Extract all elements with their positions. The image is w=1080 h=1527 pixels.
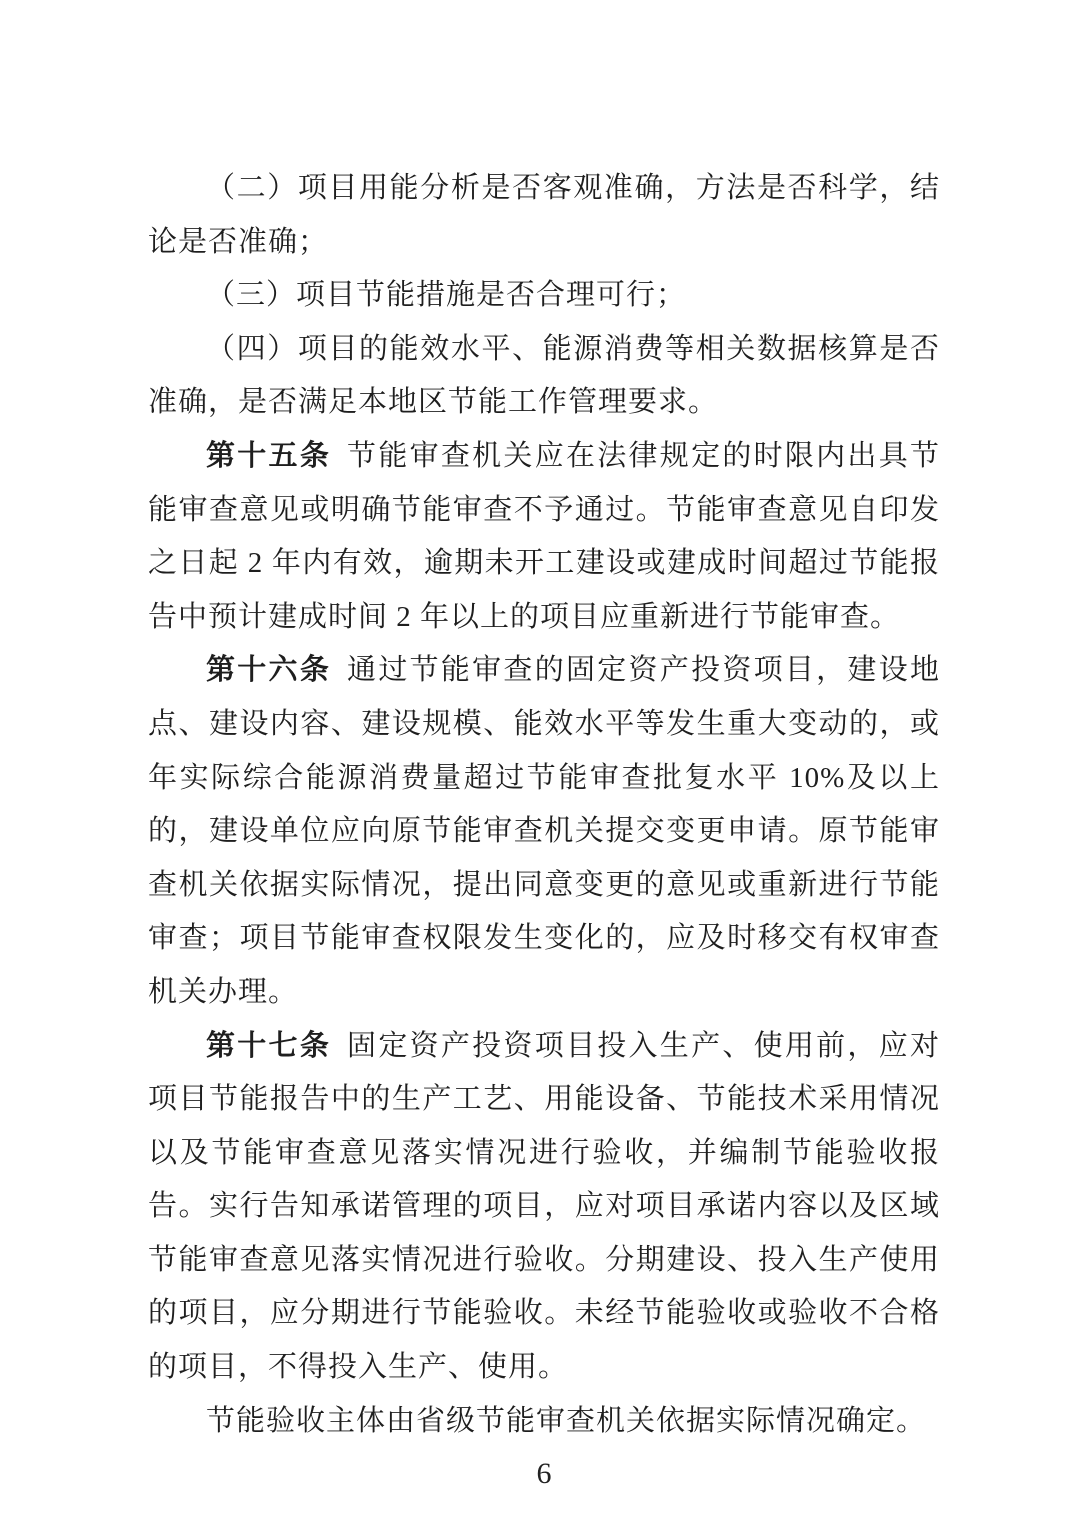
paragraph-text: 通过节能审查的固定资产投资项目，建设地点、建设内容、建设规模、能效水平等发生重大变动的，或年实际综合能源消费量超过节能审查批复水平 10%及以上的，建设单位应向原节能审查机关提交变更申请。原节能审查机关依据实际情况，提出同意变更的意见或重新进行节能审查；项目节能审查权限发生变化的，应及时移交有权审查机关办理。 — [148, 654, 940, 1008]
article-number: 第十五条 — [206, 439, 332, 472]
paragraph-closing — [148, 1395, 940, 1449]
document-body — [148, 162, 940, 1494]
paragraph-text: 节能验收主体由省级节能审查机关依据实际情况确定。 — [206, 1404, 927, 1437]
paragraph-text: （二）项目用能分析是否客观准确，方法是否科学，结论是否准确； — [148, 172, 940, 258]
page-number: 6 — [536, 1457, 552, 1491]
paragraph-text: 固定资产投资项目投入生产、使用前，应对项目节能报告中的生产工艺、用能设备、节能技术采用情况以及节能审查意见落实情况进行验收，并编制节能验收报告。实行告知承诺管理的项目，应对项目承诺内容以及区域节能审查意见落实情况进行验收。分期建设、投入生产使用的项目，应分期进行节能验收。未经节能验收或验收不合格的项目，不得投入生产、使用。 — [148, 1029, 940, 1384]
paragraph-text: （三）项目节能措施是否合理可行； — [206, 279, 687, 312]
paragraph-article-17 — [148, 1020, 940, 1395]
paragraph-article-15 — [148, 430, 940, 644]
paragraph-text: 节能审查机关应在法律规定的时限内出具节能审查意见或明确节能审查不予通过。节能审查意见自印发之日起 2 年内有效，逾期未开工建设或建成时间超过节能报告中预计建成时间 2 年以上的项目应重新进行节能审查。 — [148, 439, 940, 633]
paragraph-item-4 — [148, 323, 940, 430]
paragraph-text: （四）项目的能效水平、能源消费等相关数据核算是否准确，是否满足本地区节能工作管理要求。 — [148, 332, 940, 419]
paragraph-article-16 — [148, 644, 940, 1019]
article-number: 第十七条 — [206, 1029, 332, 1062]
paragraph-item-3 — [148, 269, 940, 323]
paragraph-item-2 — [148, 162, 940, 269]
article-number: 第十六条 — [206, 654, 332, 687]
